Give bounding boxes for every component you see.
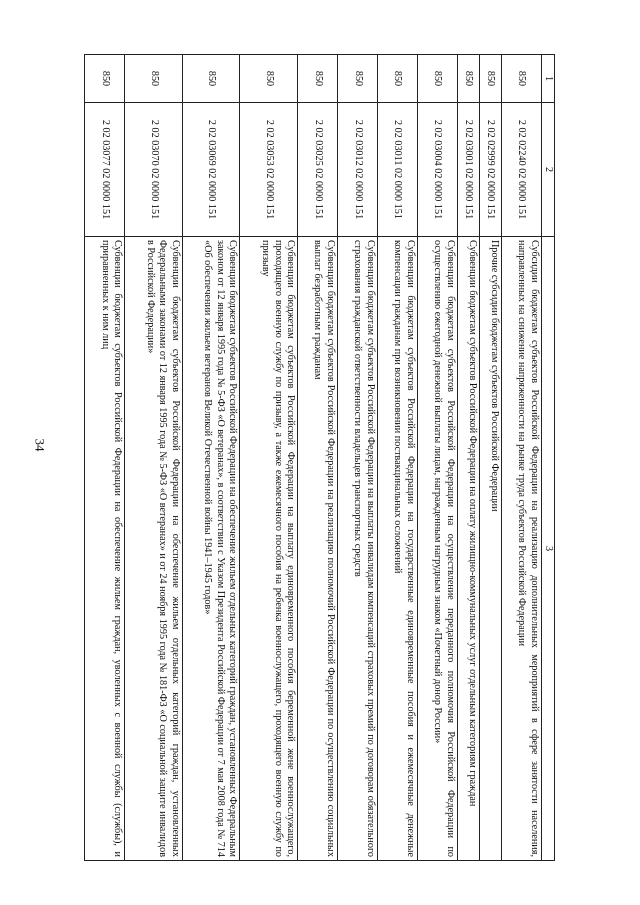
revenue-name-cell: Субвенции бюджетам субъектов Российской Федерации на обеспечение жильем отдельных категорий граждан, установленных Федеральными законами от 12 января 1995 года № 5-ФЗ «О ветеранах» и от 24 ноября 1995 года № 181-ФЗ «О социальной защите инвалидов в Российской Федерации» [125,237,183,861]
revenue-code-cell: 2 02 03070 02 0000 151 [125,103,183,237]
revenue-code-cell: 2 02 03069 02 0000 151 [182,103,240,237]
revenue-code-cell: 2 02 03001 02 0000 151 [457,103,479,237]
table-row [457,55,479,861]
table-row [417,55,457,861]
column-header-1: 1 [541,55,554,103]
table-row [337,55,377,861]
revenue-name-cell: Субсидии бюджетам субъектов Российской Федерации на реализацию дополнительных мероприятий в сфере занятости населения, направленных на снижение напряженности на рынке труда субъектов Российской Федерации [501,237,541,861]
revenue-name-cell: Субвенции бюджетам субъектов Российской Федерации на выплаты инвалидам компенсаций страховых премий по договорам обязательного страхования гражданской ответственности владельцев транспортных средств [337,237,377,861]
revenue-code-cell: 2 02 02240 02 0000 151 [501,103,541,237]
revenue-name-cell: Субвенции бюджетам субъектов Российской Федерации на осуществление переданного полномочия Российской Федерации по осуществлению ежегодной денежной выплаты лицам, награжденным нагрудным знаком «Почетный донор России» [417,237,457,861]
admin-code-cell: 850 [479,55,501,103]
revenue-name-cell: Субвенции бюджетам субъектов Российской Федерации на государственные единовременные пособия и ежемесячные денежные компенсации гражданам при возникновении поствакцинальных осложнений [377,237,417,861]
revenue-code-cell: 2 02 03025 02 0000 151 [298,103,338,237]
revenue-codes-table [84,54,555,861]
table-row [85,55,125,861]
page-number: 34 [32,438,48,452]
admin-code-cell: 850 [298,55,338,103]
table-body [85,55,542,861]
revenue-name-cell: Субвенции бюджетам субъектов Российской Федерации на выплату единовременного пособия беременной жене военнослужащего, проходящего военную службу по призыву, а также ежемесячного пособия на ребенка военнослужащего, проходящего военную службу по призыву [240,237,298,861]
table-row [298,55,338,861]
rotated-page-content [84,54,555,861]
revenue-name-cell: Субвенции бюджетам субъектов Российской Федерации на обеспечение жильем отдельных категорий граждан, установленных Федеральным законом от 12 января 1995 года № 5-ФЗ «О ветеранах», в соответствии с Указом Президента Российской Федерации от 7 мая 2008 года № 714 «Об обеспечении жильем ветеранов Великой Отечественной войны 1941–1945 годов» [182,237,240,861]
revenue-name-cell: Субвенции бюджетам субъектов Российской Федерации на обеспечение жильем граждан, уволенных с военной службы (службы), и приравненных к ним лиц [85,237,125,861]
column-header-3: 3 [541,237,554,861]
admin-code-cell: 850 [337,55,377,103]
admin-code-cell: 850 [125,55,183,103]
admin-code-cell: 850 [85,55,125,103]
admin-code-cell: 850 [501,55,541,103]
revenue-code-cell: 2 02 03011 02 0000 151 [377,103,417,237]
revenue-code-cell: 2 02 03012 02 0000 151 [337,103,377,237]
table-row [182,55,240,861]
revenue-name-cell: Субвенции бюджетам субъектов Российской Федерации на реализацию полномочий Российской Федерации по осуществлению социальных выплат безработным гражданам [298,237,338,861]
admin-code-cell: 850 [417,55,457,103]
admin-code-cell: 850 [457,55,479,103]
revenue-code-cell: 2 02 03053 02 0000 151 [240,103,298,237]
table-row [479,55,501,861]
admin-code-cell: 850 [377,55,417,103]
revenue-code-cell: 2 02 02999 02 0000 151 [479,103,501,237]
revenue-name-cell: Субвенции бюджетам субъектов Российской Федерации на оплату жилищно-коммунальных услуг отдельным категориям граждан [457,237,479,861]
table-row [240,55,298,861]
table-row [501,55,541,861]
admin-code-cell: 850 [240,55,298,103]
table-header-row [541,55,554,861]
revenue-name-cell: Прочие субсидии бюджетам субъектов Российской Федерации [479,237,501,861]
column-header-2: 2 [541,103,554,237]
table-row [125,55,183,861]
admin-code-cell: 850 [182,55,240,103]
table-row [377,55,417,861]
revenue-code-cell: 2 02 03077 02 0000 151 [85,103,125,237]
revenue-code-cell: 2 02 03004 02 0000 151 [417,103,457,237]
